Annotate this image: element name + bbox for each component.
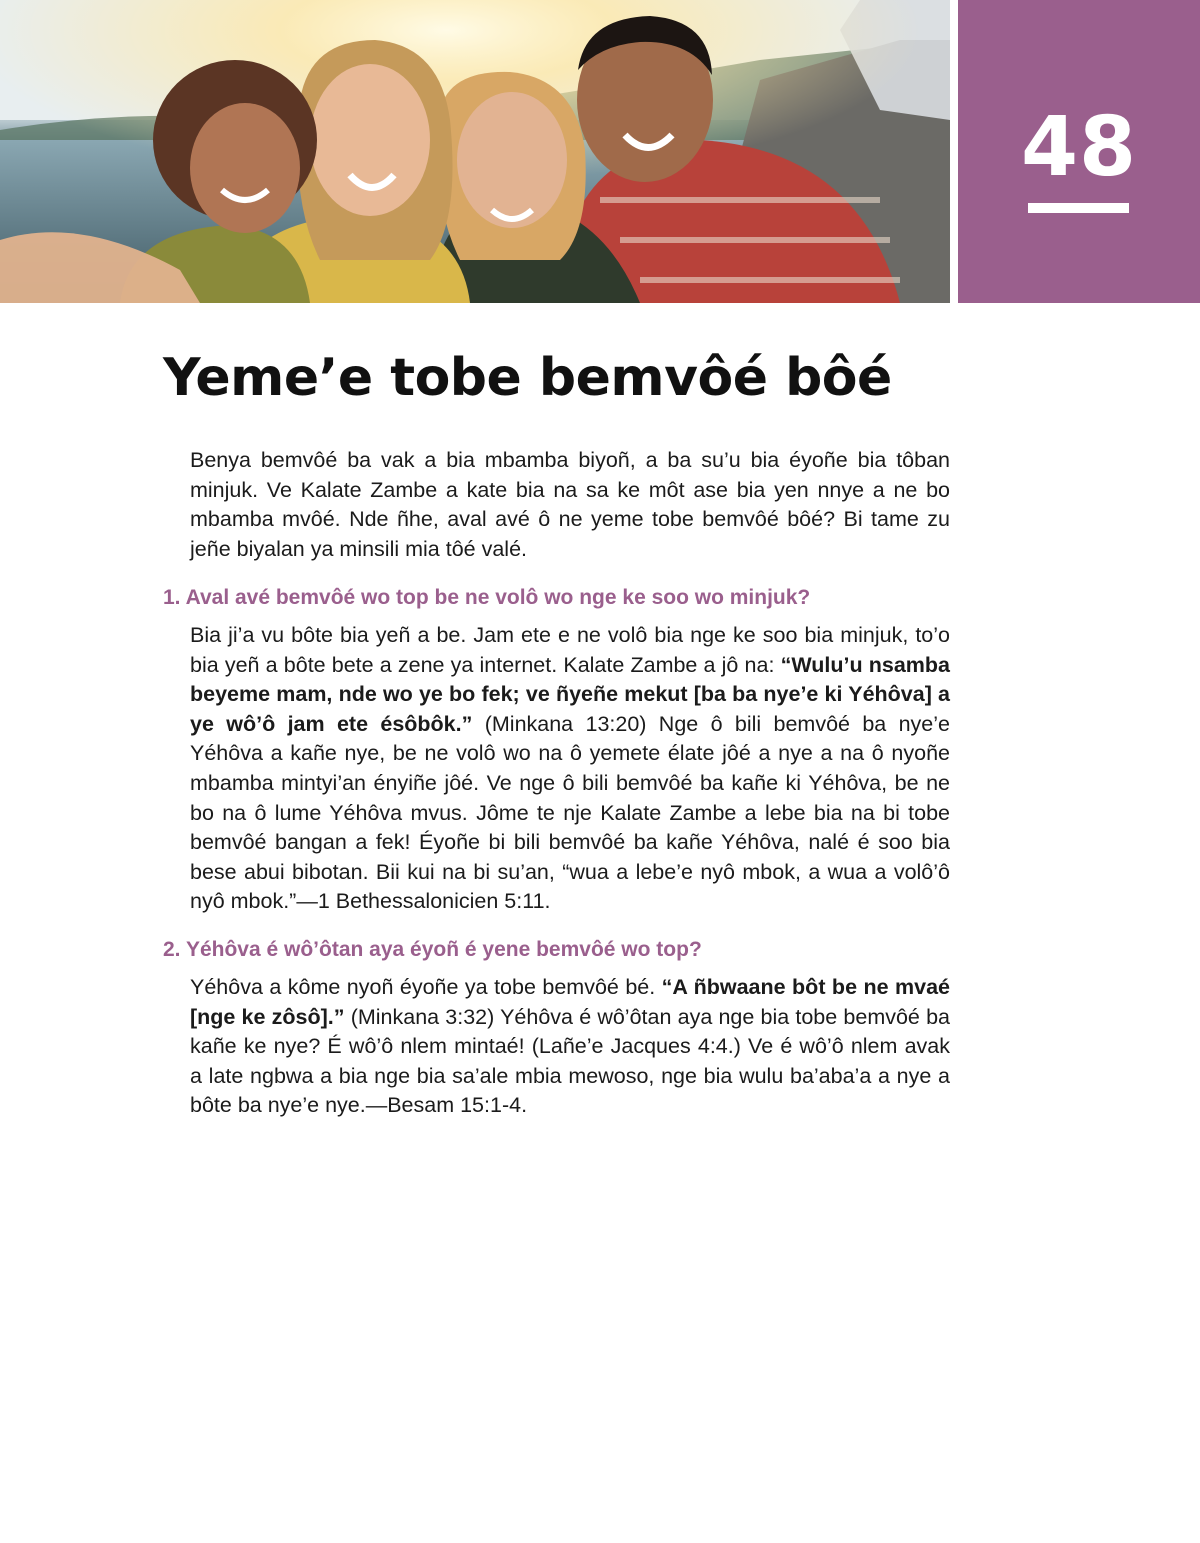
scripture-quote: “Wulu’u nsamba beyeme mam, nde wo ye bo fek; ve ñyeñe mekut [ba ba nye’e ki Yéhôva] a ye wô’ô jam ete ésôbôk.”: [190, 652, 951, 736]
lesson-number: 48: [1020, 100, 1138, 195]
scripture-quote: “A ñbwaane bôt be ne mvaé [nge ke zôsô].”: [190, 975, 951, 1029]
answer-text: Bia ji’a vu bôte bia yeñ a be. Jam ete e ne volô bia nge ke soo bia minjuk, to’o bia yeñ a bôte bete a zene ya internet. Kalate Zambe a jô na:: [190, 623, 950, 677]
lesson-number-underline: [1028, 203, 1129, 213]
friends-selfie-illustration: [0, 0, 950, 303]
question-heading-1: 1. Aval avé bemvôé wo top be ne volô wo nge ke soo wo minjuk?: [163, 586, 811, 609]
answer-paragraph-2: [190, 973, 950, 1121]
answer-text: (Minkana 3:32) Yéhôva é wô’ôtan aya nge bia tobe bemvôé ba kañe ke nye? É wô’ô nlem mintaé! (Lañe’e Jacques 4:4.) Ve é wô’ô nlem avak a late ngbwa a bia nge bia sa’ale mbia mewoso, nge bia wulu ba’aba’a a nye a bôte ba nye’e nye.—Besam 15:1-4.: [190, 1004, 950, 1118]
answer-paragraph-1: [190, 621, 950, 917]
page-title: Yeme’e tobe bemvôé bôé: [163, 348, 892, 408]
lesson-number-badge: [958, 0, 1200, 303]
question-heading-2: 2. Yéhôva é wô’ôtan aya éyoñ é yene bemvôé wo top?: [163, 938, 702, 961]
answer-text: (Minkana 13:20) Nge ô bili bemvôé ba nye’e Yéhôva a kañe nye, be ne volô wo na ô yemete élate jôé a nye a na ô nyoñe mbamba mintyi’an ényiñe jôé. Ve nge ô bili bemvôé ba kañe ki Yéhôva, be ne bo na ô lume Yéhôva mvus. Jôme te nje Kalate Zambe a lebe bia na bi tobe bemvôé bangan a fek! Éyoñe bi bili bemvôé ba kañe Yéhôva, nalé é soo bia bese abui bibotan. Bii kui na bi su’an, “wua a lebe’e nyô mbok, a wua a volô’ô nyô mbok.”—1 Bethessalonicien 5:11.: [190, 711, 950, 914]
intro-paragraph: Benya bemvôé ba vak a bia mbamba biyoñ, a ba su’u bia éyoñe bia tôban minjuk. Ve Kalate Zambe a kate bia na sa ke môt ase bia yen nnye a ne bo mbamba mvôé. Nde ñhe, aval avé ô ne yeme tobe bemvôé bôé? Bi tame zu jeñe biyalan ya minsili mia tôé valé.: [190, 448, 950, 561]
hero-photo: [0, 0, 950, 303]
answer-text: Yéhôva a kôme nyoñ éyoñe ya tobe bemvôé bé.: [190, 975, 662, 999]
